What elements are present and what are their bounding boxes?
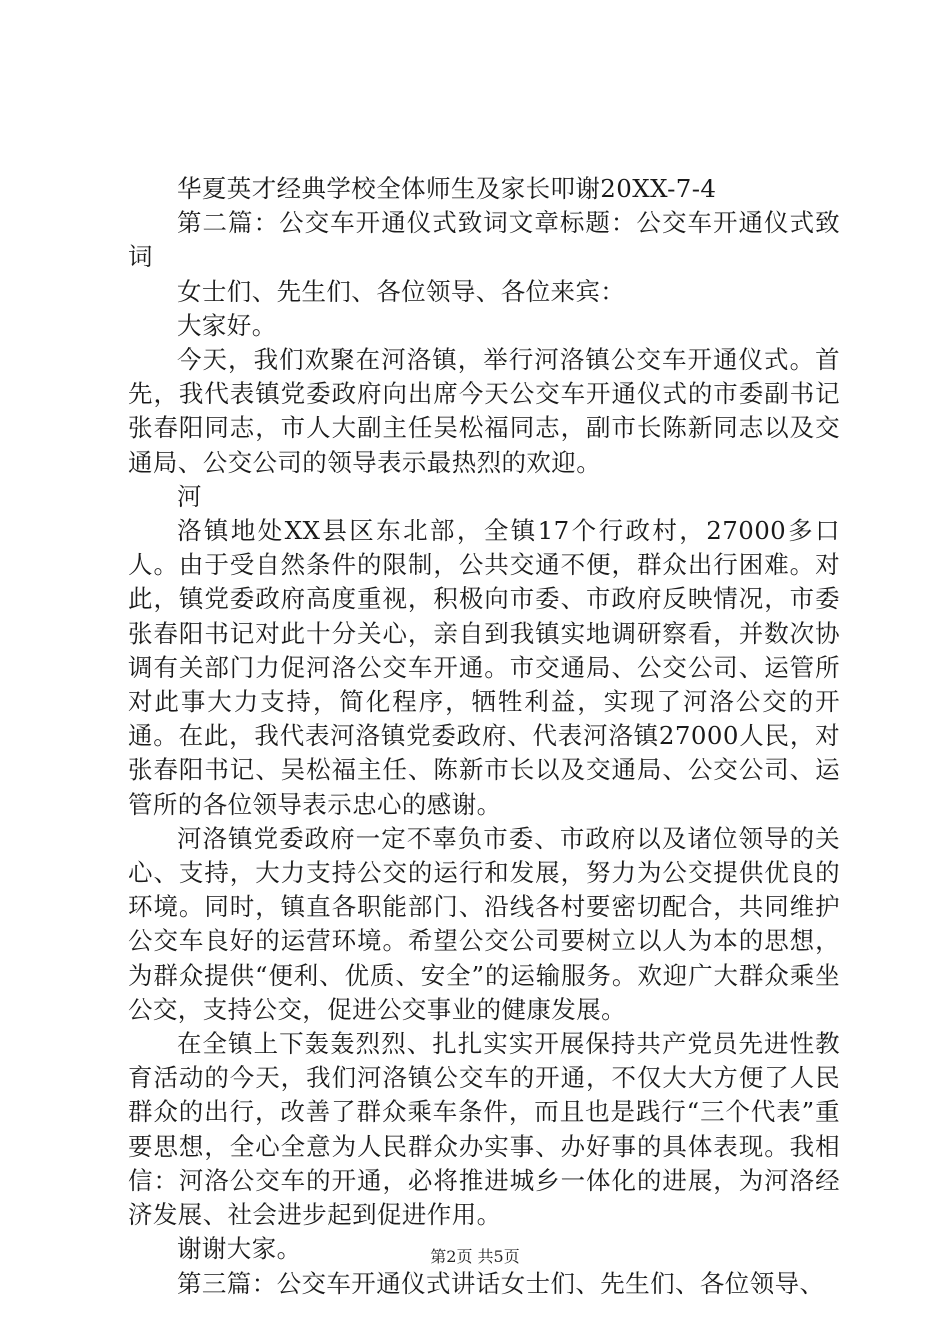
body-paragraph: 在全镇上下轰轰烈烈、扎扎实实开展保持共产党员先进性教育活动的今天，我们河洛镇公交车的开通，不仅大大方便了人民群众的出行，改善了群众乘车条件，而且也是践行“三个代表”重要思想，全心全意为人民群众办实事、办好事的具体表现。我相信：河洛公交车的开通，必将推进城乡一体化的进展，为河洛经济发展、社会进步起到促进作用。 [128, 1029, 840, 1230]
body-paragraph: 河 [177, 481, 202, 511]
section-heading-2: 第二篇：公交车开通仪式致词文章标题：公交车开通仪式致词 [128, 208, 840, 272]
body-paragraph: 今天，我们欢聚在河洛镇，举行河洛镇公交车开通仪式。首先，我代表镇党委政府向出席今天公交车开通仪式的市委副书记张春阳同志，市人大副主任吴松福同志，副市长陈新同志以及交通局、公交公司的领导表示最热烈的欢迎。 [128, 345, 840, 477]
body-paragraph: 洛镇地处XX县区东北部，全镇17个行政村，27000多口人。由于受自然条件的限制，公共交通不便，群众出行困难。对此，镇党委政府高度重视，积极向市委、市政府反映情况，市委张春阳书记对此十分关心，亲自到我镇实地调研察看，并数次协调有关部门力促河洛公交车开通。市交通局、公交公司、运管所对此事大力支持，简化程序，牺牲利益，实现了河洛公交的开通。在此，我代表河洛镇党委政府、代表河洛镇27000人民，对张春阳书记、吴松福主任、陈新市长以及交通局、公交公司、运管所的各位领导表示忠心的感谢。 [128, 516, 840, 819]
page-number-footer: 第2页 共5页 [430, 1247, 520, 1266]
signature-line: 华夏英才经典学校全体师生及家长叩谢20XX-7-4 [177, 174, 717, 203]
body-paragraph: 河洛镇党委政府一定不辜负市委、市政府以及诸位领导的关心、支持，大力支持公交的运行和发展，努力为公交提供优良的环境。同时，镇直各职能部门、沿线各村要密切配合，共同维护公交车良好的运营环境。希望公交公司要树立以人为本的思想，为群众提供“便利、优质、安全”的运输服务。欢迎广大群众乘坐公交，支持公交，促进公交事业的健康发展。 [128, 823, 840, 1024]
document-body [128, 172, 840, 1301]
closing-line: 谢谢大家。 [177, 1234, 302, 1264]
section-heading-3: 第三篇：公交车开通仪式讲话女士们、先生们、各位领导、 [177, 1268, 825, 1298]
salutation: 女士们、先生们、各位领导、各位来宾： [177, 276, 626, 306]
greeting: 大家好。 [177, 310, 277, 340]
